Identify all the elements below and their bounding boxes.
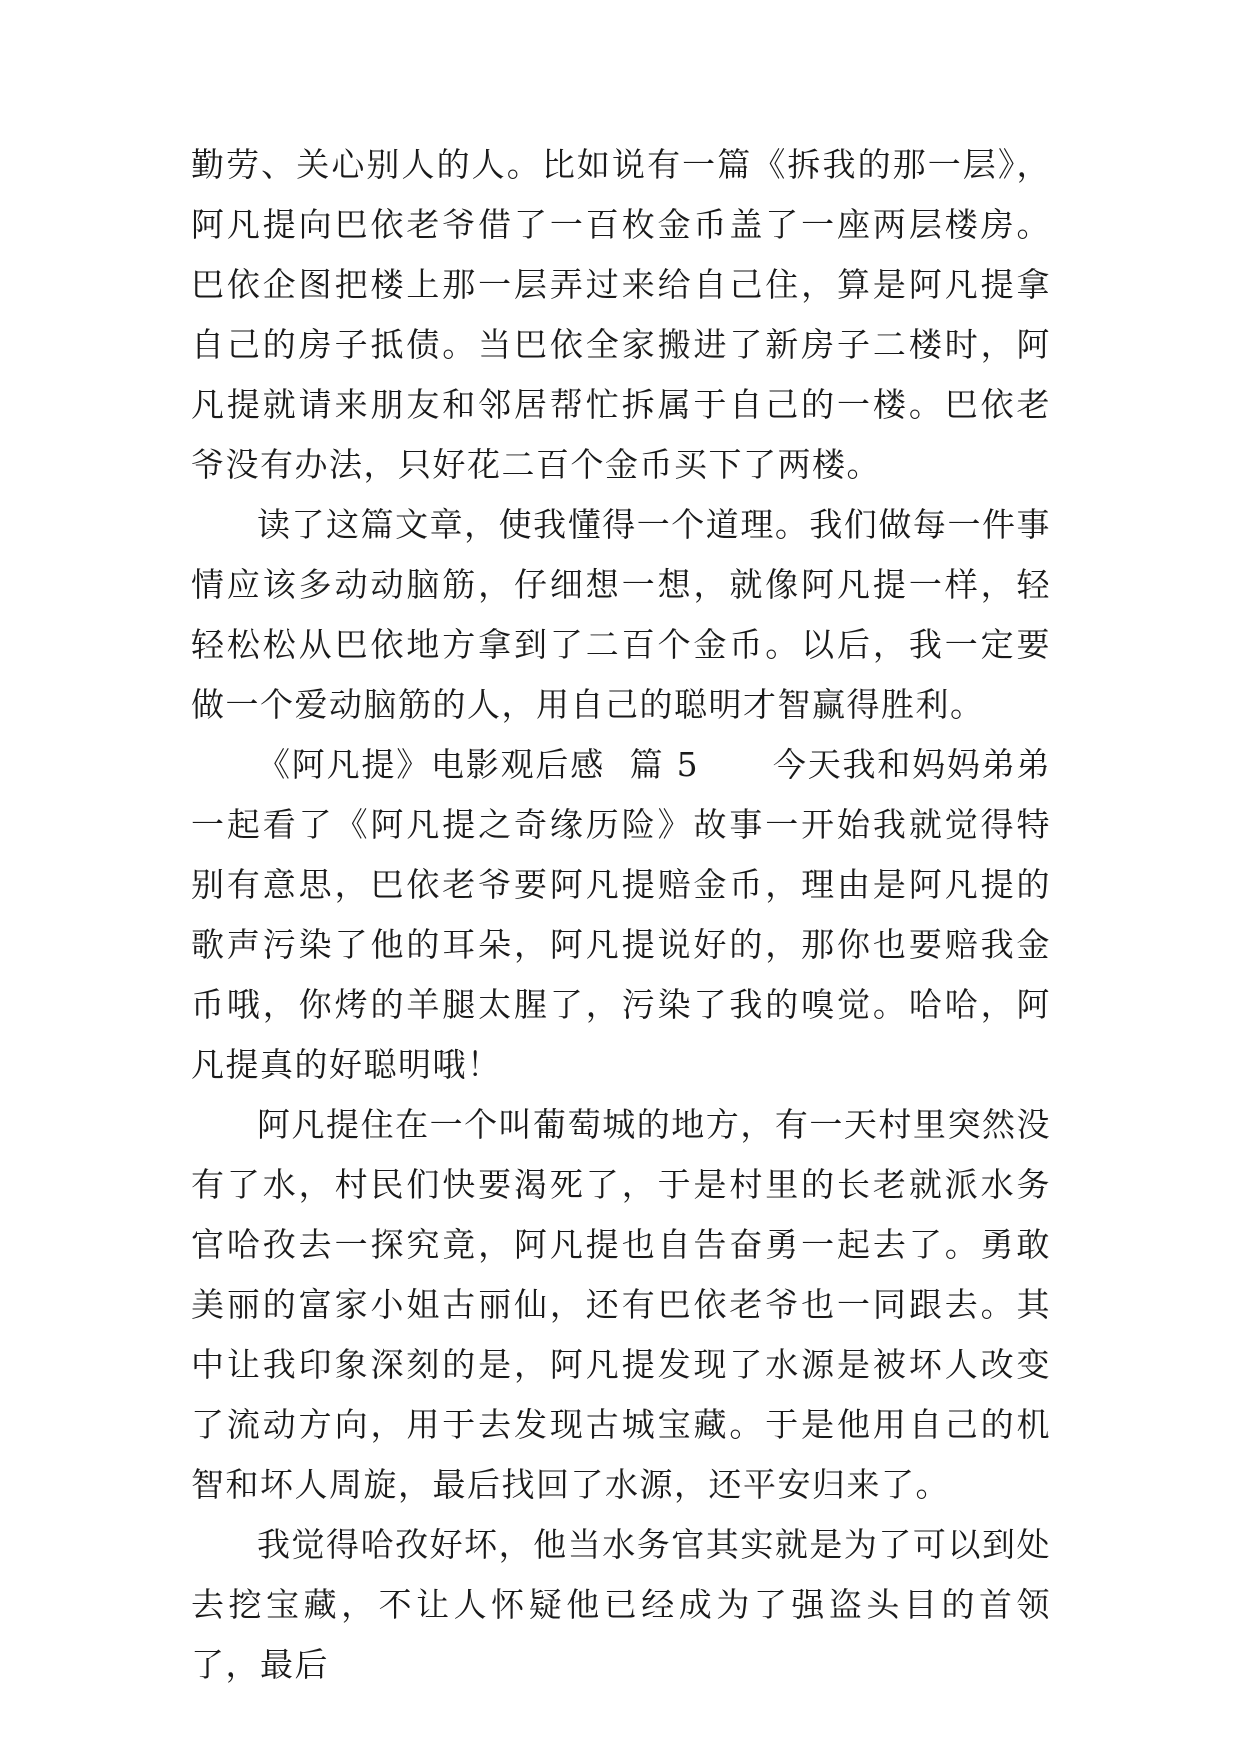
paragraph-1: 勤劳、关心别人的人。比如说有一篇《拆我的那一层》，阿凡提向巴依老爷借了一百枚金币盖了一座两层楼房。巴依企图把楼上那一层弄过来给自己住，算是阿凡提拿自己的房子抵债。当巴依全家搬进了新房子二楼时，阿凡提就请来朋友和邻居帮忙拆属于自己的一楼。巴依老爷没有办法，只好花二百个金币买下了两楼。 <box>191 145 1051 484</box>
paragraph-4: 阿凡提住在一个叫葡萄城的地方，有一天村里突然没有了水，村民们快要渴死了，于是村里的长老就派水务官哈孜去一探究竟，阿凡提也自告奋勇一起去了。勇敢美丽的富家小姐古丽仙，还有巴依老爷也一同跟去。其中让我印象深刻的是，阿凡提发现了水源是被坏人改变了流动方向，用于去发现古城宝藏。于是他用自己的机智和坏人周旋，最后找回了水源，还平安归来了。 <box>191 1105 1051 1504</box>
paragraph-5: 我觉得哈孜好坏，他当水务官其实就是为了可以到处去挖宝藏，不让人怀疑他已经成为了强盗头目的首领了，最后 <box>191 1525 1051 1684</box>
paragraph-3: 《阿凡提》电影观后感 篇 5 今天我和妈妈弟弟一起看了《阿凡提之奇缘历险》故事一开始我就觉得特别有意思，巴依老爷要阿凡提赔金币，理由是阿凡提的歌声污染了他的耳朵，阿凡提说好的，那你也要赔我金币哦，你烤的羊腿太腥了，污染了我的嗅觉。哈哈，阿凡提真的好聪明哦！ <box>191 745 1051 1084</box>
paragraph-2: 读了这篇文章，使我懂得一个道理。我们做每一件事情应该多动动脑筋，仔细想一想，就像阿凡提一样，轻轻松松从巴依地方拿到了二百个金币。以后，我一定要做一个爱动脑筋的人，用自己的聪明才智赢得胜利。 <box>191 505 1051 724</box>
document-body <box>191 135 1051 1695</box>
